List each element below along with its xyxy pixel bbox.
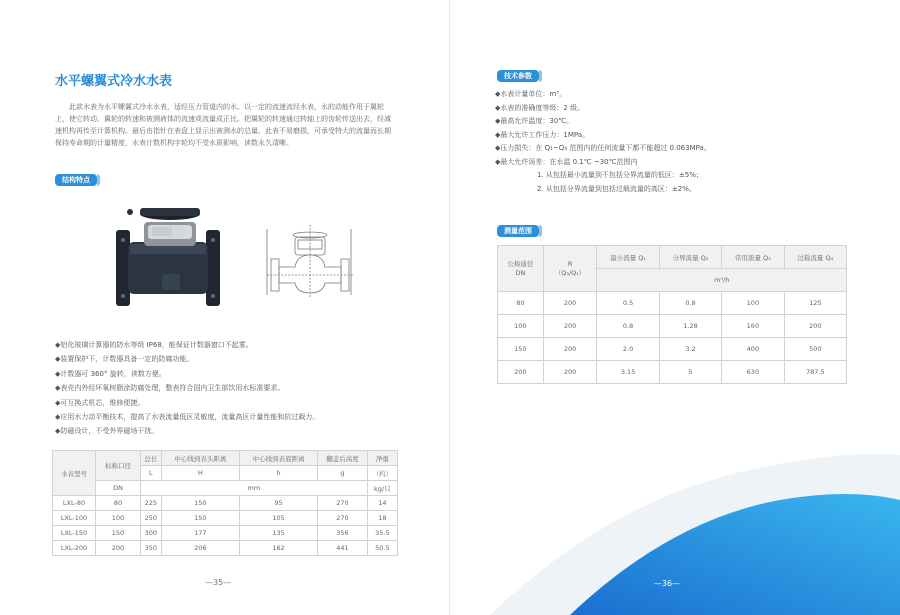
- table-header-cell: 常用流量 Q₃: [722, 246, 784, 269]
- spec-subitem: 2. 从包括分界流量到包括过载流量的高区：±2%。: [537, 184, 696, 193]
- intro-paragraph: 此款水表为水平螺翼式冷水水表，适经压力管道内的水。以一定的流速流经水表，水的动能作用于翼轮上，使它转动。翼轮的转速和被测液体的流速或流量成正比。把翼轮的转速通过转轴上的齿轮传送出去，经减速机构再传至计算机构。最后由指针在表盘上显示出被测水的总量。此表不易磨损，可承受特大的流量而长期保持寿命期的计量精度，水表计数机构字轮均不受水质影响，读数永久清晰。: [55, 103, 391, 147]
- table-cell: LXL-150: [53, 526, 96, 541]
- table-cell: 270: [318, 511, 367, 526]
- spec-item: ◆水表计量单位：m³。: [495, 90, 567, 98]
- table-header-cell: kg/只: [367, 481, 397, 496]
- table-row: [498, 292, 847, 315]
- table-cell: 200: [784, 315, 846, 338]
- table-header-cell: 中心线到表底距离: [239, 451, 317, 466]
- table-header-cell: 中心线到表头距离: [161, 451, 239, 466]
- table-cell: 0.5: [597, 292, 659, 315]
- page-number-right: —36—: [653, 579, 681, 588]
- table-cell: 150: [498, 338, 544, 361]
- section-tag-label: 技术参数: [504, 72, 532, 80]
- feature-item: ◆应用水力动平衡技术，提高了水表流量低区灵敏度，流量高区计量性能和抗过载力。: [55, 413, 320, 422]
- section-tag-label: 结构特点: [62, 176, 90, 184]
- table-cell: 125: [784, 292, 846, 315]
- spec-list: [495, 88, 865, 196]
- table-header-cell: h: [239, 466, 317, 481]
- table-cell: 14: [367, 496, 397, 511]
- table-cell: 200: [543, 361, 597, 384]
- table-header-cell: 过载流量 Q₄: [784, 246, 846, 269]
- spec-subitem: 1. 从包括最小流量到不包括分界流量的低区：±5%；: [537, 171, 703, 179]
- table-cell: 630: [722, 361, 784, 384]
- feature-list: [55, 338, 415, 439]
- table-row: [53, 496, 398, 511]
- page-title: 水平螺翼式冷水水表: [55, 74, 173, 89]
- table-cell: 200: [543, 338, 597, 361]
- section-tag-range: [497, 225, 539, 237]
- table-cell: 150: [161, 496, 239, 511]
- table-header-cell: g: [318, 466, 367, 481]
- table-cell: 350: [141, 541, 162, 556]
- table-header-cell: （约）: [367, 466, 397, 481]
- table-cell: 100: [498, 315, 544, 338]
- table-header-cell: 最小流量 Q₁: [597, 246, 659, 269]
- water-meter-photo: [100, 200, 235, 310]
- section-tag-label: 测量范围: [504, 227, 532, 235]
- table-header-cell: L: [141, 466, 162, 481]
- table-cell: 100: [96, 511, 141, 526]
- table-row: [53, 541, 398, 556]
- table-cell: 35.5: [367, 526, 397, 541]
- feature-item: ◆可互换式机芯，维修便捷。: [55, 398, 145, 407]
- table-header-cell: R （Q₃/Q₁）: [543, 246, 597, 292]
- table-cell: 80: [96, 496, 141, 511]
- table-row: [53, 511, 398, 526]
- table-cell: 356: [318, 526, 367, 541]
- table-cell: 18: [367, 511, 397, 526]
- spec-item: ◆压力损失：在 Q₁~Q₃ 范围内的任何流量下都不能超过 0.063MPa。: [495, 144, 711, 152]
- table-cell: 135: [239, 526, 317, 541]
- table-cell: 3.15: [597, 361, 659, 384]
- table-cell: 150: [161, 511, 239, 526]
- feature-item: ◆装置保护下，计数器具备一定的防腐功能。: [55, 355, 194, 364]
- table-cell: 50.5: [367, 541, 397, 556]
- table-cell: 300: [141, 526, 162, 541]
- table-row: [498, 315, 847, 338]
- table-cell: 400: [722, 338, 784, 361]
- table-row: [498, 338, 847, 361]
- table-cell: 200: [498, 361, 544, 384]
- table-unit-cell: m³/h: [597, 269, 847, 292]
- table-cell: LXL-200: [53, 541, 96, 556]
- feature-item: ◆防磁设计，不受外界磁场干扰。: [55, 427, 159, 436]
- table-cell: 5: [659, 361, 721, 384]
- table-cell: LXL-100: [53, 511, 96, 526]
- flow-range-table: [497, 245, 847, 384]
- table-cell: 95: [239, 496, 317, 511]
- table-header-cell: mm: [141, 481, 368, 496]
- spec-item: ◆水表的准确度等级：2 级。: [495, 103, 585, 112]
- technical-drawing: [265, 215, 355, 300]
- table-header-cell: 总长: [141, 451, 162, 466]
- table-cell: LXL-80: [53, 496, 96, 511]
- table-header-cell: 水表型号: [53, 451, 96, 496]
- table-cell: 1.28: [659, 315, 721, 338]
- spec-item: ◆最大允许工作压力：1MPa。: [495, 130, 590, 139]
- table-cell: 441: [318, 541, 367, 556]
- table-cell: 200: [96, 541, 141, 556]
- table-header-cell: 公称通径 DN: [498, 246, 544, 292]
- table-header-cell: 分界流量 Q₂: [659, 246, 721, 269]
- table-cell: 500: [784, 338, 846, 361]
- spec-item: ◆最大允许误差：在水温 0.1℃ ~30℃范围内: [495, 157, 638, 166]
- table-header-cell: H: [161, 466, 239, 481]
- table-header-cell: 净重: [367, 451, 397, 466]
- table-cell: 0.8: [659, 292, 721, 315]
- table-header-cell: 翻盖后高度: [318, 451, 367, 466]
- feature-item: ◆铝化玻璃计算器的防水等级 IP68，能保证计数器窗口不起雾。: [55, 341, 253, 349]
- table-cell: 206: [161, 541, 239, 556]
- table-row: [53, 526, 398, 541]
- spec-item: ◆最高允许温度：30℃。: [495, 117, 574, 125]
- table-cell: 80: [498, 292, 544, 315]
- table-cell: 200: [543, 292, 597, 315]
- dimensions-table: [52, 450, 398, 556]
- table-cell: 150: [96, 526, 141, 541]
- table-header-cell: 标称口径: [96, 451, 141, 481]
- table-cell: 270: [318, 496, 367, 511]
- table-cell: 2.0: [597, 338, 659, 361]
- table-cell: 225: [141, 496, 162, 511]
- table-cell: 160: [722, 315, 784, 338]
- table-header-cell: DN: [96, 481, 141, 496]
- section-tag-params: [497, 70, 539, 82]
- section-tag-structure: [55, 174, 97, 186]
- table-cell: 177: [161, 526, 239, 541]
- page-number-left: —35—: [205, 578, 232, 587]
- right-page: [450, 0, 900, 615]
- table-cell: 0.8: [597, 315, 659, 338]
- table-cell: 105: [239, 511, 317, 526]
- table-cell: 200: [543, 315, 597, 338]
- table-row: [498, 361, 847, 384]
- feature-item: ◆计数器可 360° 旋转，读数方便。: [55, 369, 166, 378]
- table-cell: 162: [239, 541, 317, 556]
- table-cell: 100: [722, 292, 784, 315]
- feature-item: ◆表壳内外经环氧树脂涂防腐处理，整表符合国内卫生部饮用水标准要求。: [55, 384, 285, 393]
- table-cell: 3.2: [659, 338, 721, 361]
- table-cell: 250: [141, 511, 162, 526]
- table-cell: 787.5: [784, 361, 846, 384]
